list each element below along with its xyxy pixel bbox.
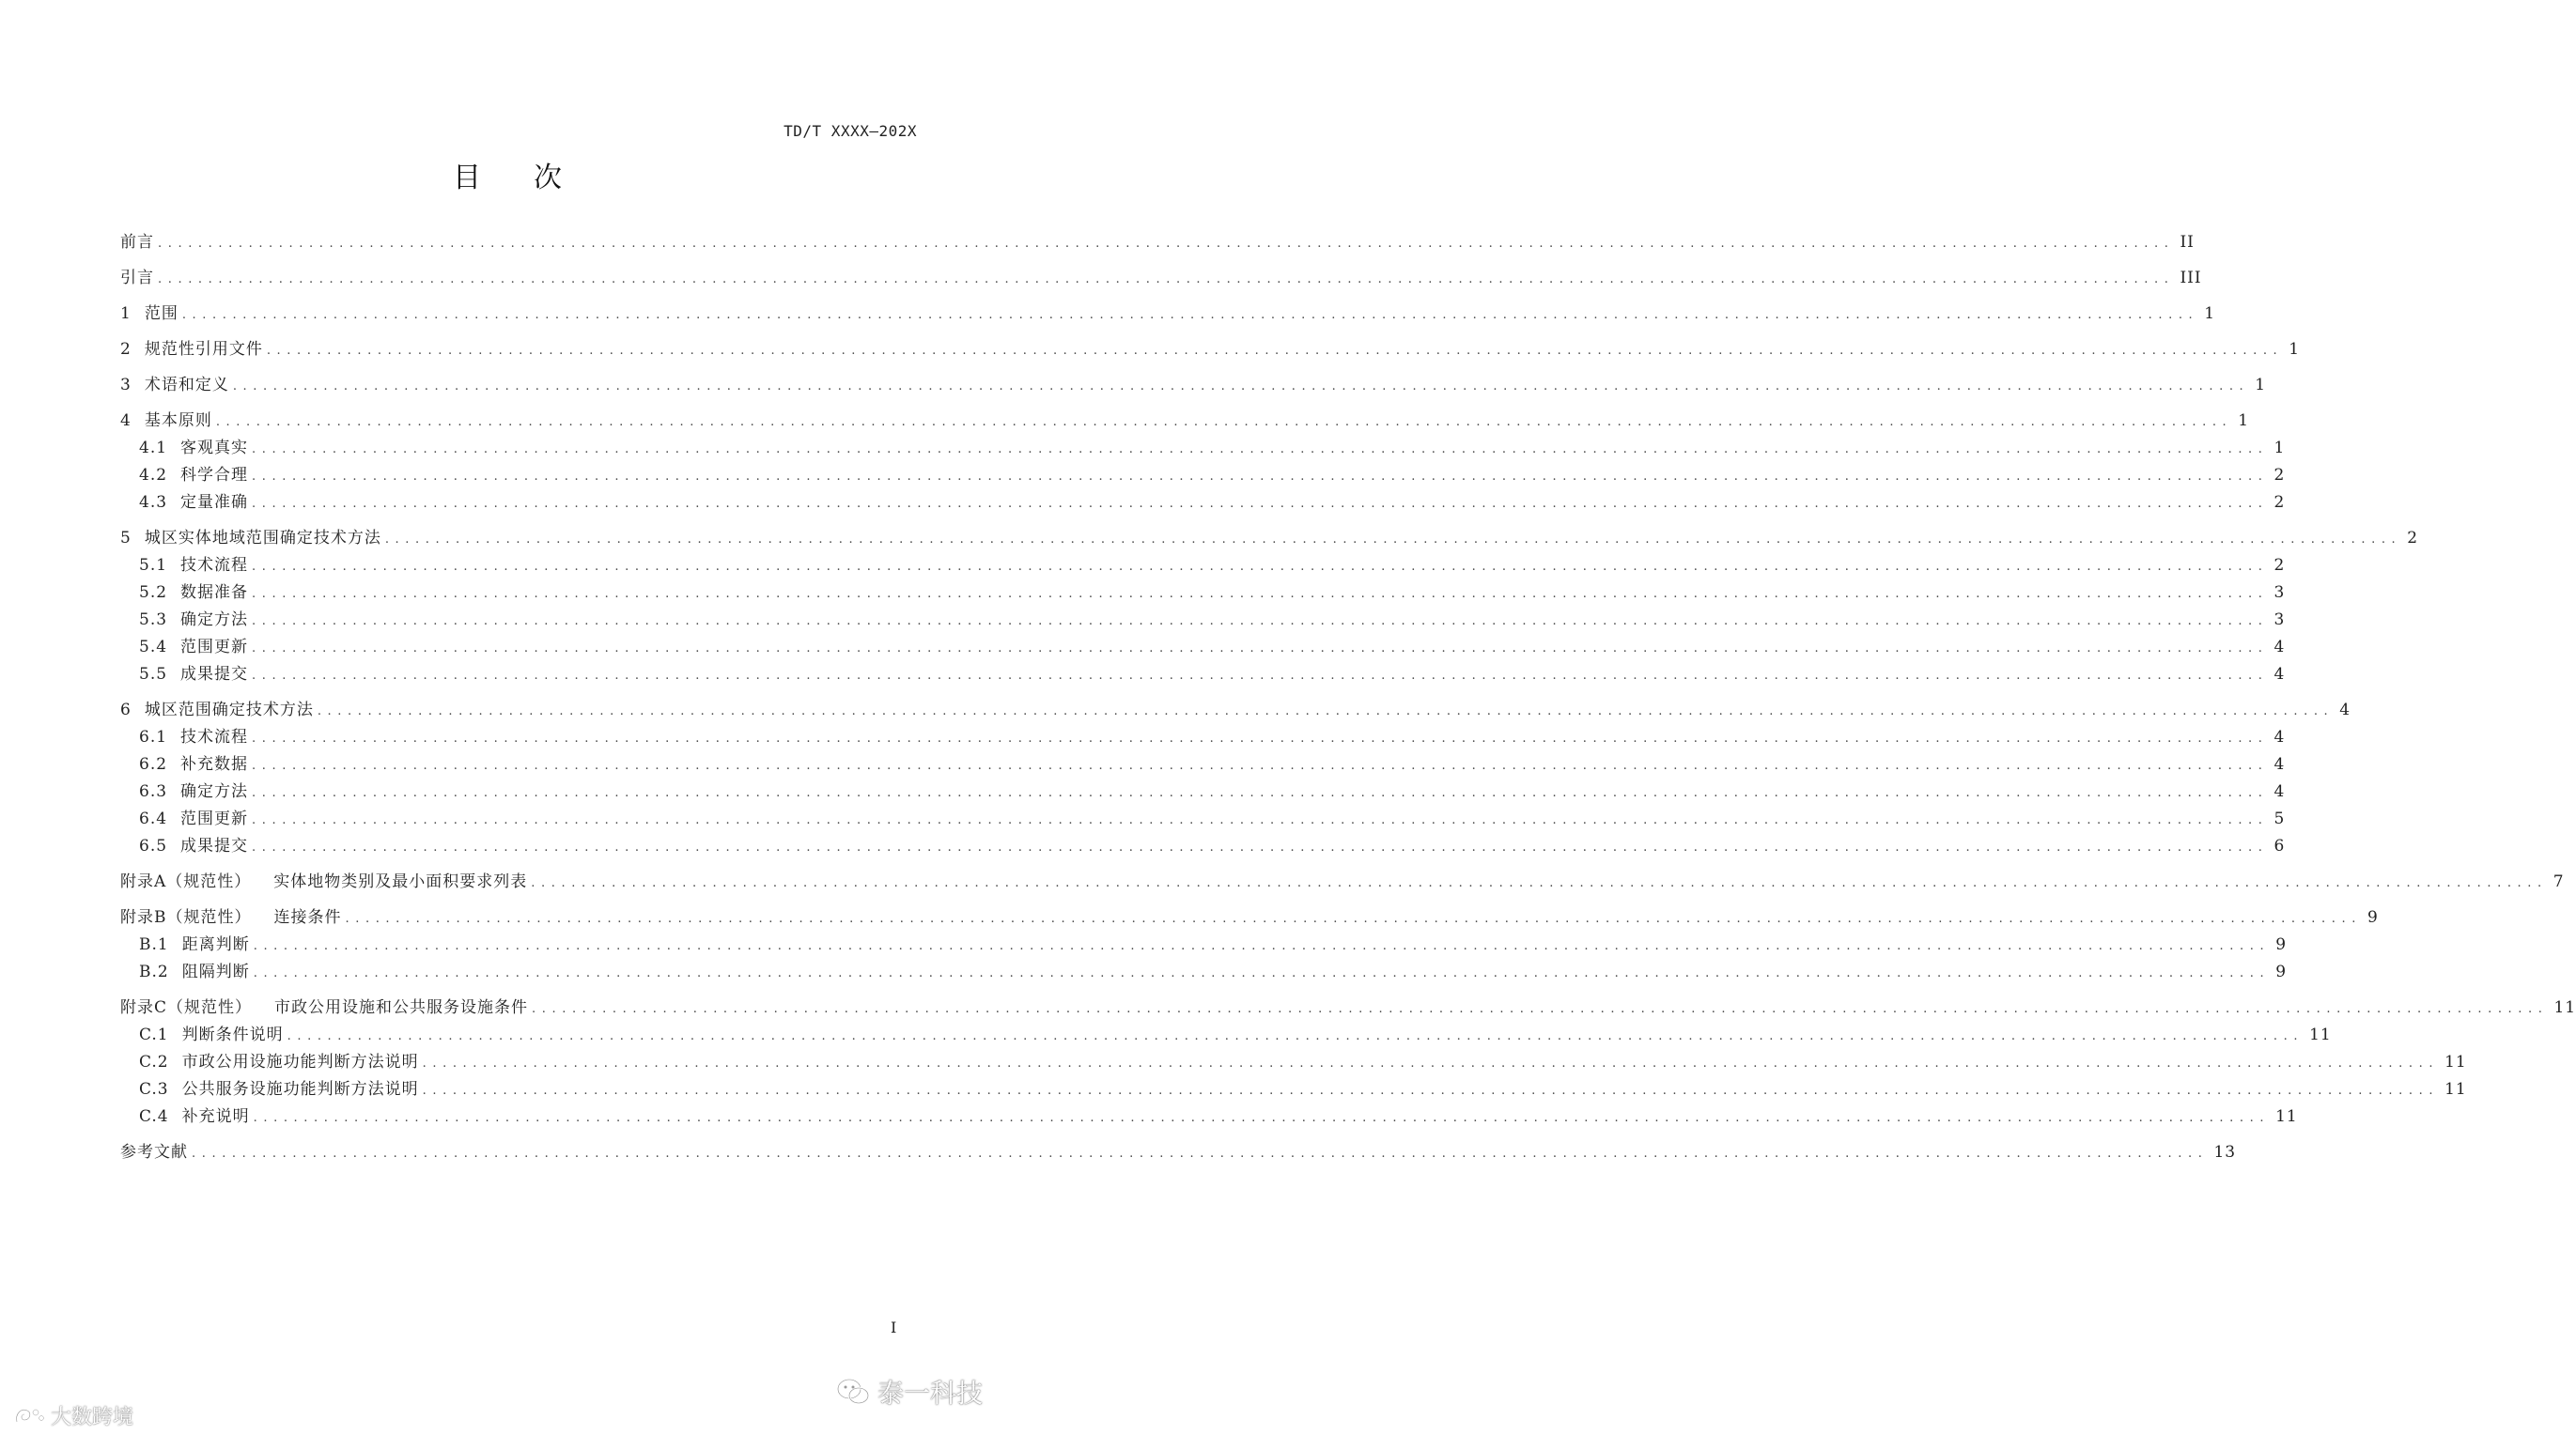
toc-entry-title: 实体地物类别及最小面积要求列表 <box>273 872 528 891</box>
toc-leader-dots: ........................................................................................................................................................................................................ <box>317 704 2335 718</box>
toc-entry-label <box>120 338 267 361</box>
toc-entry-number: C.2 <box>139 1053 169 1072</box>
toc-leader-dots: ........................................................................................................................................................................................................ <box>287 1029 2304 1043</box>
toc-entry[interactable] <box>120 835 2286 859</box>
toc-leader-dots: ........................................................................................................................................................................................................ <box>252 497 2269 511</box>
toc-leader-dots: ........................................................................................................................................................................................................ <box>252 560 2269 574</box>
watermark-right <box>836 1373 983 1411</box>
toc-entry-annex-prefix: 附录B（规范性） <box>120 908 252 927</box>
toc-entry-label <box>139 554 252 577</box>
toc-entry-title: 城区实体地域范围确定技术方法 <box>144 529 381 548</box>
toc-entry-page: 1 <box>2255 376 2267 394</box>
toc-entry-number: B.1 <box>139 935 169 954</box>
toc-entry-page: III <box>2180 269 2202 287</box>
toc-entry-page: 1 <box>2289 340 2301 359</box>
toc-entry-annex-prefix: 附录A（规范性） <box>120 872 252 891</box>
toc-entry-page: 6 <box>2273 837 2286 856</box>
toc-leader-dots: ........................................................................................................................................................................................................ <box>253 966 2271 980</box>
toc-entry-label <box>139 1105 254 1128</box>
toc-entry[interactable] <box>120 374 2267 398</box>
toc-entry-number: C.3 <box>139 1080 169 1099</box>
toc-entry-page: 4 <box>2273 638 2286 656</box>
toc-leader-dots: ........................................................................................................................................................................................................ <box>422 1057 2440 1071</box>
toc-leader-dots: ........................................................................................................................................................................................................ <box>384 532 2402 547</box>
toc-entry-number: 6.2 <box>139 755 168 774</box>
toc-entry-title: 判断条件说明 <box>181 1026 284 1044</box>
toc-entry[interactable] <box>120 1141 2237 1165</box>
toc-leader-dots: ........................................................................................................................................................................................................ <box>422 1084 2440 1098</box>
toc-entry[interactable] <box>120 663 2286 687</box>
toc-entry-number: 6.5 <box>139 837 168 856</box>
toc-entry[interactable] <box>120 726 2286 750</box>
toc-entry-title: 市政公用设施功能判断方法说明 <box>181 1053 419 1072</box>
toc-leader-dots: ........................................................................................................................................................................................................ <box>252 759 2269 773</box>
toc-entry-title: 科学合理 <box>180 466 249 485</box>
toc-entry-title: 补充数据 <box>180 755 249 774</box>
toc-entry-title: 前言 <box>120 233 154 252</box>
toc-entry-page: 11 <box>2553 998 2576 1017</box>
toc-entry-label <box>139 636 252 658</box>
toc-entry[interactable] <box>120 934 2288 958</box>
toc-entry-title: 市政公用设施和公共服务设施条件 <box>274 998 529 1017</box>
toc-entry-annex-prefix: 附录C（规范性） <box>120 998 253 1017</box>
toc-entry-page: 9 <box>2275 963 2288 981</box>
toc-entry-title: 补充说明 <box>181 1107 250 1126</box>
toc-entry-page: 4 <box>2273 665 2286 684</box>
toc-leader-dots: ........................................................................................................................................................................................................ <box>252 442 2269 456</box>
watermark-logo-icon <box>13 1405 45 1427</box>
toc-entry-page: II <box>2180 233 2195 252</box>
toc-entry-label <box>139 581 252 604</box>
toc-entry-title: 基本原则 <box>144 411 212 430</box>
toc-entry-page: 7 <box>2553 872 2565 891</box>
toc-entry[interactable] <box>120 1078 2467 1103</box>
toc-leader-dots: ........................................................................................................................................................................................................ <box>252 669 2269 683</box>
toc-entry-title: 距离判断 <box>181 935 250 954</box>
toc-entry-page: 9 <box>2367 908 2379 927</box>
toc-entry-label <box>120 374 233 396</box>
toc-leader-dots: ........................................................................................................................................................................................................ <box>252 614 2269 628</box>
watermark-left <box>13 1401 133 1430</box>
toc-entry-title: 范围更新 <box>180 638 249 656</box>
toc-entry-label <box>120 1141 192 1164</box>
toc-entry-number: 5.2 <box>139 583 168 602</box>
toc-entry[interactable] <box>120 699 2351 723</box>
toc-entry-page: 3 <box>2273 610 2286 629</box>
page-title: 目次 <box>453 162 614 194</box>
toc-entry-label <box>139 726 252 748</box>
toc-entry-label <box>139 808 252 830</box>
toc-entry-page: 1 <box>2238 411 2250 430</box>
toc-entry-title: 数据准备 <box>180 583 249 602</box>
toc-entry[interactable] <box>120 554 2286 579</box>
toc-leader-dots: ........................................................................................................................................................................................................ <box>252 641 2269 656</box>
toc-entry[interactable] <box>120 961 2288 985</box>
toc-entry-label <box>139 835 252 857</box>
toc-entry-title: 客观真实 <box>180 439 249 457</box>
toc-entry[interactable] <box>120 753 2286 778</box>
toc-entry-title: 公共服务设施功能判断方法说明 <box>181 1080 419 1099</box>
toc-entry-page: 2 <box>2273 493 2286 512</box>
toc-entry-label <box>139 934 254 956</box>
toc-entry-title: 术语和定义 <box>144 376 229 394</box>
toc-entry-page: 11 <box>2275 1107 2298 1126</box>
toc-entry-number: 4.2 <box>139 466 168 485</box>
toc-entry[interactable] <box>120 409 2250 434</box>
toc-entry-label <box>139 780 252 803</box>
toc-leader-dots: ........................................................................................................................................................................................................ <box>158 272 2175 286</box>
toc-entry[interactable] <box>120 464 2286 488</box>
toc-leader-dots: ........................................................................................................................................................................................................ <box>192 1147 2209 1161</box>
toc-entry-page: 2 <box>2407 529 2419 548</box>
toc-entry-label <box>120 267 158 289</box>
toc-leader-dots: ........................................................................................................................................................................................................ <box>232 379 2250 393</box>
toc-entry[interactable] <box>120 231 2195 255</box>
toc-entry-number: 5.3 <box>139 610 168 629</box>
toc-entry-label <box>139 437 252 459</box>
toc-entry[interactable] <box>120 609 2286 633</box>
toc-entry-label <box>120 906 346 929</box>
toc-entry-label <box>120 409 216 432</box>
toc-entry-page: 5 <box>2273 810 2286 828</box>
toc-entry-number: 5 <box>120 529 132 548</box>
toc-entry[interactable] <box>120 1051 2467 1075</box>
toc-entry-page: 2 <box>2273 466 2286 485</box>
toc-entry-title: 成果提交 <box>180 665 249 684</box>
toc-leader-dots: ........................................................................................................................................................................................................ <box>252 587 2269 601</box>
toc-entry-number: 6.3 <box>139 782 168 801</box>
toc-entry-page: 4 <box>2273 728 2286 747</box>
toc-entry[interactable] <box>120 527 2419 551</box>
toc-entry-number: 6.4 <box>139 810 168 828</box>
page-number: I <box>891 1319 897 1336</box>
toc-leader-dots: ........................................................................................................................................................................................................ <box>531 876 2548 890</box>
toc-entry-label <box>120 871 531 893</box>
document-code: TD/T XXXX—202X <box>784 122 917 140</box>
toc-entry-title: 定量准确 <box>180 493 249 512</box>
toc-entry-page: 4 <box>2273 755 2286 774</box>
toc-entry-page: 2 <box>2273 556 2286 575</box>
toc-entry-number: 3 <box>120 376 132 394</box>
toc-entry-label <box>139 961 254 983</box>
toc-entry-title: 技术流程 <box>180 556 249 575</box>
toc-entry-page: 9 <box>2275 935 2288 954</box>
toc-entry-title: 引言 <box>120 269 154 287</box>
toc-entry-label <box>120 302 182 325</box>
toc-entry[interactable] <box>120 906 2379 931</box>
toc-entry-page: 3 <box>2273 583 2286 602</box>
toc-entry-title: 规范性引用文件 <box>144 340 263 359</box>
toc-entry-label <box>139 1024 287 1046</box>
toc-leader-dots: ........................................................................................................................................................................................................ <box>253 939 2271 953</box>
toc-entry-label <box>120 527 385 549</box>
toc-entry-title: 确定方法 <box>180 610 249 629</box>
toc-entry-label <box>139 464 252 486</box>
toc-entry-title: 连接条件 <box>273 908 342 927</box>
toc-entry[interactable] <box>120 996 2576 1021</box>
watermark-right-text: 泰一科技 <box>877 1378 983 1409</box>
toc-entry-page: 11 <box>2444 1080 2467 1099</box>
toc-entry-page: 1 <box>2204 304 2216 323</box>
toc-entry-page: 11 <box>2309 1026 2332 1044</box>
toc-entry-title: 参考文献 <box>120 1143 188 1162</box>
wechat-icon <box>836 1378 870 1406</box>
toc-leader-dots: ........................................................................................................................................................................................................ <box>253 1111 2271 1125</box>
toc-entry-page: 13 <box>2213 1143 2237 1162</box>
toc-leader-dots: ........................................................................................................................................................................................................ <box>252 813 2269 827</box>
toc-entry-number: 6 <box>120 701 132 719</box>
toc-entry-page: 11 <box>2444 1053 2467 1072</box>
toc-leader-dots: ........................................................................................................................................................................................................ <box>215 415 2233 429</box>
toc-entry-label <box>120 996 532 1019</box>
toc-leader-dots: ........................................................................................................................................................................................................ <box>345 912 2362 926</box>
toc-entry[interactable] <box>120 780 2286 805</box>
toc-entry-label <box>139 491 252 514</box>
toc-entry-label <box>139 609 252 631</box>
toc-leader-dots: ........................................................................................................................................................................................................ <box>266 344 2284 358</box>
table-of-contents <box>120 225 2576 1165</box>
toc-entry-label <box>120 231 158 254</box>
toc-leader-dots: ........................................................................................................................................................................................................ <box>532 1002 2549 1016</box>
toc-entry-title: 阻隔判断 <box>181 963 250 981</box>
toc-leader-dots: ........................................................................................................................................................................................................ <box>252 732 2269 746</box>
toc-entry[interactable] <box>120 1105 2298 1130</box>
toc-entry-number: 4.1 <box>139 439 168 457</box>
toc-entry-page: 4 <box>2273 782 2286 801</box>
toc-entry[interactable] <box>120 808 2286 832</box>
toc-leader-dots: ........................................................................................................................................................................................................ <box>252 786 2269 800</box>
toc-entry-title: 范围更新 <box>180 810 249 828</box>
toc-entry-title: 技术流程 <box>180 728 249 747</box>
toc-entry-number: 4.3 <box>139 493 168 512</box>
toc-entry[interactable] <box>120 302 2216 327</box>
toc-entry[interactable] <box>120 491 2286 516</box>
toc-entry[interactable] <box>120 437 2286 461</box>
toc-entry[interactable] <box>120 636 2286 660</box>
toc-leader-dots: ........................................................................................................................................................................................................ <box>252 841 2269 855</box>
toc-entry-label <box>139 753 252 776</box>
toc-entry-label <box>139 1051 423 1073</box>
toc-entry[interactable] <box>120 267 2202 291</box>
watermark-left-text: 大数跨境 <box>51 1406 134 1429</box>
toc-entry-label <box>139 663 252 686</box>
toc-entry-number: 1 <box>120 304 132 323</box>
toc-entry-number: C.4 <box>139 1107 169 1126</box>
toc-entry-number: 4 <box>120 411 132 430</box>
toc-leader-dots: ........................................................................................................................................................................................................ <box>181 308 2199 322</box>
toc-entry-title: 确定方法 <box>180 782 249 801</box>
toc-entry-number: 2 <box>120 340 132 359</box>
toc-entry[interactable] <box>120 338 2301 363</box>
toc-entry-title: 城区范围确定技术方法 <box>144 701 314 719</box>
toc-entry-label <box>120 699 318 721</box>
toc-entry-title: 范围 <box>144 304 178 323</box>
toc-entry-number: B.2 <box>139 963 169 981</box>
toc-entry-number: 6.1 <box>139 728 168 747</box>
toc-entry-page: 4 <box>2339 701 2351 719</box>
toc-entry[interactable] <box>120 581 2286 606</box>
toc-entry-label <box>139 1078 423 1101</box>
toc-entry[interactable] <box>120 871 2565 895</box>
toc-entry-title: 成果提交 <box>180 837 249 856</box>
toc-entry-page: 1 <box>2273 439 2286 457</box>
toc-entry[interactable] <box>120 1024 2332 1048</box>
toc-entry-number: 5.1 <box>139 556 168 575</box>
toc-leader-dots: ........................................................................................................................................................................................................ <box>252 470 2269 484</box>
toc-entry-number: 5.5 <box>139 665 168 684</box>
toc-entry-number: C.1 <box>139 1026 169 1044</box>
toc-leader-dots: ........................................................................................................................................................................................................ <box>158 237 2175 251</box>
toc-entry-number: 5.4 <box>139 638 168 656</box>
